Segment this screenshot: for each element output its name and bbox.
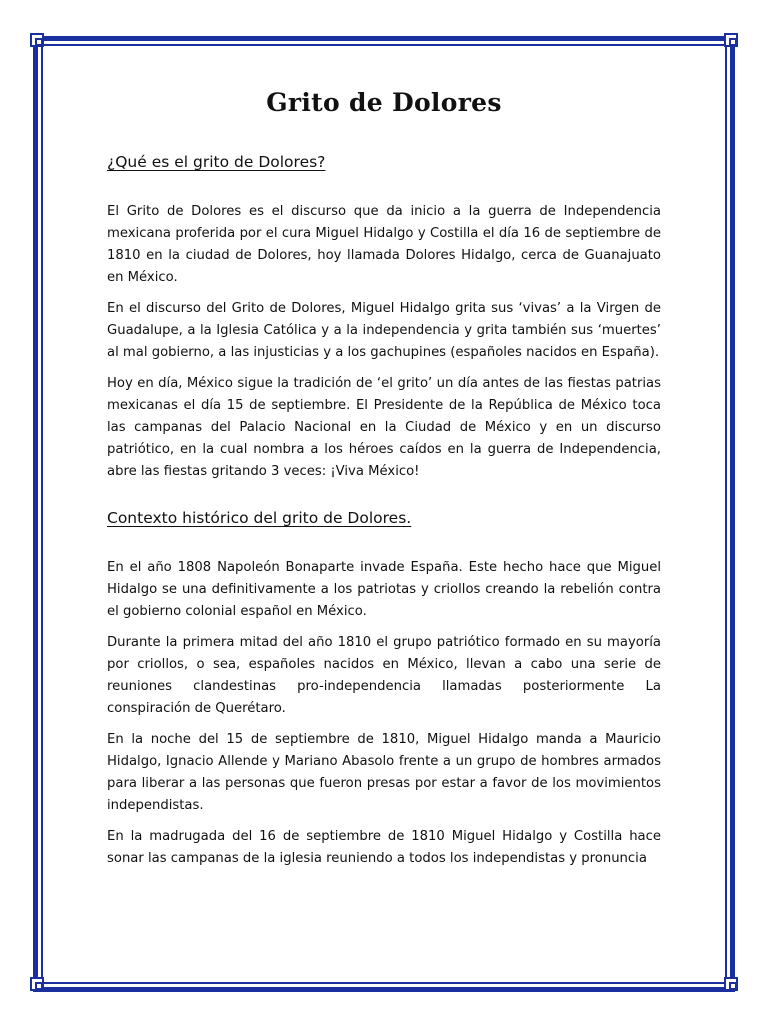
paragraph: Hoy en día, México sigue la tradición de ‘el grito’ un día antes de las fiestas patrias mexicanas el día 15 de septiembre. El Presidente de la República de México toca las campanas del Palacio Nacional en la Ciudad de México y en un discurso patriótico, en la cual nombra a los héroes caídos en la guerra de Independencia, abre las fiestas gritando 3 veces: ¡Viva México! [107,376,661,479]
paragraph: En el año 1808 Napoleón Bonaparte invade España. Este hecho hace que Miguel Hidalgo se una definitivamente a los patriotas y criollos creando la rebelión contra el gobierno colonial español en México. [107,560,661,619]
corner-ornament-bottom-right [724,977,738,991]
corner-ornament-top-right [724,33,738,47]
corner-ornament-top-left [30,33,44,47]
paragraph: En el discurso del Grito de Dolores, Miguel Hidalgo grita sus ‘vivas’ a la Virgen de Guadalupe, a la Iglesia Católica y a la independencia y grita también sus ‘muertes’ al mal gobierno, a las injusticias y a los gachupines (españoles nacidos en España). [107,301,661,360]
page-title: Grito de Dolores [266,88,502,117]
section-heading-contexto: Contexto histórico del grito de Dolores. [107,509,412,527]
paragraph: Durante la primera mitad del año 1810 el grupo patriótico formado en su mayoría por criollos, o sea, españoles nacidos en México, llevan a cabo una serie de reuniones clandestinas pro-independencia llamadas posteriormente La conspiración de Querétaro. [107,635,661,716]
corner-ornament-bottom-left [30,977,44,991]
paragraph: El Grito de Dolores es el discurso que da inicio a la guerra de Independencia mexicana proferida por el cura Miguel Hidalgo y Costilla el día 16 de septiembre de 1810 en la ciudad de Dolores, hoy llamada Dolores Hidalgo, cerca de Guanajuato en México. [107,204,661,285]
paragraph: En la madrugada del 16 de septiembre de 1810 Miguel Hidalgo y Costilla hace sonar las campanas de la iglesia reuniendo a todos los independistas y pronuncia [107,829,661,866]
section-heading-que-es: ¿Qué es el grito de Dolores? [107,153,326,171]
paragraph: En la noche del 15 de septiembre de 1810, Miguel Hidalgo manda a Mauricio Hidalgo, Ignacio Allende y Mariano Abasolo frente a un grupo de hombres armados para liberar a las personas que fueron presas por estar a favor de los movimientos independistas. [107,732,661,813]
document-body [107,88,661,879]
